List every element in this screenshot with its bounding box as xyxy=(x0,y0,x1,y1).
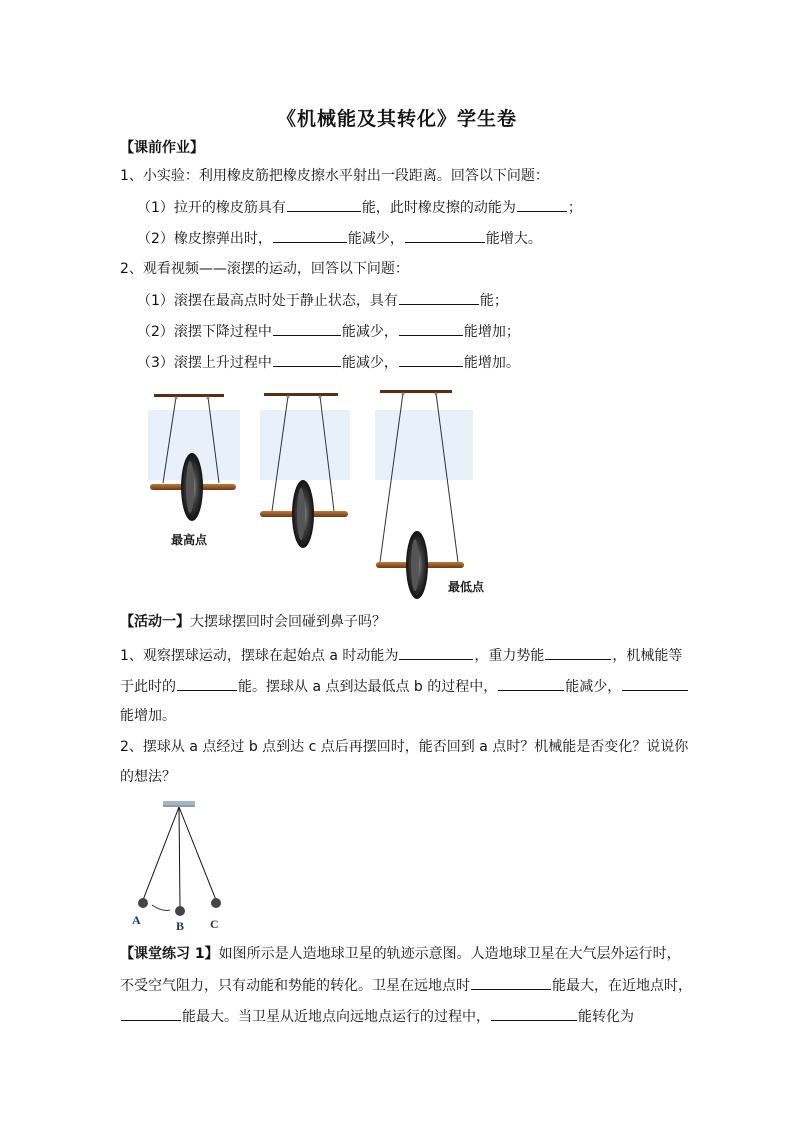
practice-1-line2 xyxy=(120,975,692,996)
text: 能最大。当卫星从近地点向远地点运行的过程中， xyxy=(182,1009,490,1025)
text: （2）橡皮擦弹出时， xyxy=(137,231,272,247)
question-1-part-2 xyxy=(137,228,542,249)
text: 能减少， xyxy=(341,324,398,340)
text: 能减少， xyxy=(565,679,622,695)
activity-1-title: 大摆球摆回时会回碰到鼻子吗？ xyxy=(190,614,386,630)
question-2-part-2 xyxy=(137,321,520,342)
section-heading-practice-1: 【课堂练习 1】 xyxy=(120,946,219,962)
pendulum-figure xyxy=(122,798,232,933)
question-2-part-3 xyxy=(137,352,520,373)
text: （1）拉开的橡皮筋具有 xyxy=(137,200,286,216)
page-title: 《机械能及其转化》学生卷 xyxy=(276,108,517,130)
answer-blank[interactable] xyxy=(121,1006,181,1021)
answer-blank[interactable] xyxy=(273,321,341,336)
question-1-stem: 1、小实验：利用橡皮筋把橡皮擦水平射出一段距离。回答以下问题： xyxy=(120,168,549,184)
text: 如图所示是人造地球卫星的轨迹示意图。人造地球卫星在大气层外运行时， xyxy=(218,946,681,962)
activity-1-q1-line1 xyxy=(120,645,682,666)
text: ； xyxy=(567,200,582,216)
question-1-part-1 xyxy=(137,197,582,218)
text: 能增加； xyxy=(463,324,520,340)
answer-blank[interactable] xyxy=(399,352,463,367)
activity-1-q2-line2: 的想法？ xyxy=(120,769,176,785)
text: ，重力势能 xyxy=(474,648,545,664)
practice-1-line3 xyxy=(120,1006,634,1027)
text: 于此时的 xyxy=(120,679,176,695)
activity-1-q1-line3: 能增加。 xyxy=(120,708,176,724)
activity-1-heading xyxy=(120,612,386,632)
text: 能。摆球从 a 点到达最低点 b 的过程中， xyxy=(238,679,498,695)
practice-1-line1 xyxy=(120,944,681,964)
answer-blank[interactable] xyxy=(405,228,485,243)
text: 能增大。 xyxy=(485,231,542,247)
text: （2）滚摆下降过程中 xyxy=(137,324,272,340)
answer-blank[interactable] xyxy=(399,290,479,305)
text: 能增加。 xyxy=(463,355,520,371)
label-highest-point: 最高点 xyxy=(171,533,208,547)
pendulum-ball-b xyxy=(175,906,185,916)
text: ，机械能等 xyxy=(612,648,683,664)
rolling-pendulum-figure xyxy=(140,385,490,600)
pendulum-label-c: C xyxy=(210,917,219,931)
answer-blank[interactable] xyxy=(399,321,463,336)
text: 能，此时橡皮擦的动能为 xyxy=(361,200,516,216)
answer-blank[interactable] xyxy=(177,676,237,691)
text: 能转化为 xyxy=(578,1009,634,1025)
answer-blank[interactable] xyxy=(287,197,361,212)
text: 能减少， xyxy=(341,355,398,371)
question-2-part-1 xyxy=(137,290,508,311)
text: 不受空气阻力，只有动能和势能的转化。卫星在远地点时 xyxy=(120,978,470,994)
pendulum-label-b: B xyxy=(176,919,185,933)
answer-blank[interactable] xyxy=(273,352,341,367)
section-heading-activity-1: 【活动一】 xyxy=(120,614,190,630)
label-lowest-point: 最低点 xyxy=(448,580,485,594)
answer-blank[interactable] xyxy=(399,645,473,660)
answer-blank[interactable] xyxy=(471,975,551,990)
answer-blank[interactable] xyxy=(273,228,347,243)
pendulum-ball-c xyxy=(211,898,221,908)
text: 能； xyxy=(479,293,508,309)
text: 1、观察摆球运动，摆球在起始点 a 时动能为 xyxy=(120,648,399,664)
answer-blank[interactable] xyxy=(517,197,567,212)
answer-blank[interactable] xyxy=(622,676,688,691)
answer-blank[interactable] xyxy=(498,676,564,691)
text: （3）滚摆上升过程中 xyxy=(137,355,272,371)
answer-blank[interactable] xyxy=(545,645,611,660)
pendulum-label-a: A xyxy=(132,913,141,927)
text: 能最大，在近地点时， xyxy=(552,978,692,994)
activity-1-q2-line1: 2、摆球从 a 点经过 b 点到达 c 点后再摆回时，能否回到 a 点时？机械能是否变化？说说你 xyxy=(120,739,689,755)
activity-1-q1-line2 xyxy=(120,676,689,697)
question-2-stem: 2、观看视频——滚摆的运动，回答以下问题： xyxy=(120,261,409,277)
section-heading-pre-class: 【课前作业】 xyxy=(120,140,204,156)
pendulum-ball-a xyxy=(138,898,148,908)
text: 能减少， xyxy=(347,231,404,247)
text: （1）滚摆在最高点时处于静止状态，具有 xyxy=(137,293,398,309)
answer-blank[interactable] xyxy=(491,1006,577,1021)
